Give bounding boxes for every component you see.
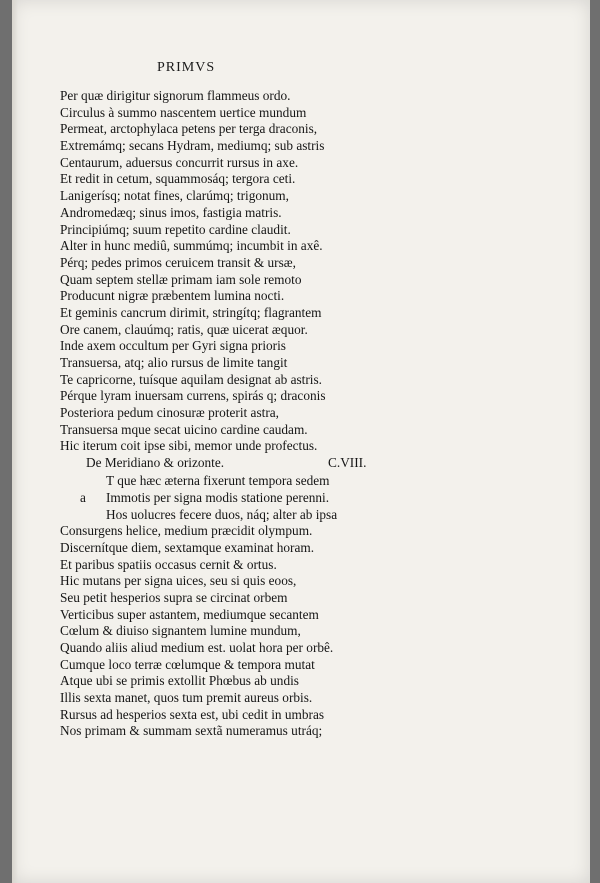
verse-line-indented: T que hæc æterna fixerunt tempora sedem — [106, 473, 330, 489]
verse-line: Illis sexta manet, quos tum premit aureus orbis. — [60, 690, 313, 706]
verse-line: Et paribus spatiis occasus cernit & ortus. — [60, 556, 277, 572]
verse-line: Centaurum, aduersus concurrit rursus in axe. — [60, 154, 299, 170]
margin-letter: a — [80, 489, 86, 505]
chapter-label: C.VIII. — [328, 455, 367, 471]
verse-line: Et redit in cetum, squammosáq; tergora ceti. — [60, 171, 296, 187]
book-page — [12, 0, 590, 883]
verse-line: Rursus ad hesperios sexta est, ubi cedit in umbras — [60, 706, 325, 722]
verse-line: Permeat, arctophylaca petens per terga draconis, — [60, 121, 318, 137]
verse-line: Per quæ dirigitur signorum flammeus ordo. — [60, 88, 291, 103]
verse-line: Circulus à summo nascentem uertice mundum — [60, 104, 307, 120]
verse-line: Atque ubi se primis extollit Phœbus ab undis — [60, 673, 299, 689]
verse-line: Transuersa, atq; alio rursus de limite tangit — [60, 355, 288, 370]
verse-line: Ore canem, clauúmq; ratis, quæ uicerat æquor. — [60, 321, 308, 337]
verse-line: Seu petit hesperios supra se circinat orbem — [60, 589, 288, 605]
verse-line-indented: a Immotis per signa modis statione perenni. — [80, 489, 330, 505]
verse-text — [60, 88, 380, 740]
verse-line: Discernítque diem, sextamque examinat horam. — [60, 539, 315, 555]
verse-line: Lanigerísq; notat fines, clarúmq; trigonum, — [60, 188, 289, 204]
verse-line: Pérque lyram inuersam currens, spirás q; draconis — [60, 388, 326, 404]
verse-line: Hic iterum coit ipse sibi, memor unde profectus. — [60, 438, 318, 454]
verse-line: Cumque loco terræ cœlumque & tempora mutat — [60, 656, 315, 672]
section-heading-row — [60, 455, 380, 473]
verse-line: Verticibus super astantem, mediumque secantem — [60, 606, 319, 622]
verse-line: Posteriora pedum cinosuræ proterit astra, — [60, 405, 279, 421]
verse-line: Cœlum & diuiso signantem lumine mundum, — [60, 623, 301, 639]
verse-line: Pérq; pedes primos ceruicem transit & ursæ, — [60, 254, 296, 270]
verse-line: Transuersa mque secat uicino cardine caudam. — [60, 421, 308, 437]
verse-line: Te capricorne, tuísque aquilam designat ab astris. — [60, 371, 322, 387]
verse-line: Nos primam & summam sextã numeramus utráq; — [60, 723, 323, 739]
running-header: PRIMVS — [157, 60, 216, 75]
section-heading: De Meridiano & orizonte. — [86, 455, 225, 471]
verse-line: Quam septem stellæ primam iam sole remoto — [60, 271, 302, 287]
verse-line: Andromedæq; sinus imos, fastigia matris. — [60, 204, 282, 220]
verse-line: Hic mutans per signa uices, seu si quis eoos, — [60, 573, 297, 589]
verse-line-indented: Hos uolucres fecere duos, náq; alter ab ipsa — [106, 506, 338, 522]
verse-line: Quando aliis aliud medium est. uolat hora per orbê. — [60, 640, 334, 655]
verse-line: Extremámq; secans Hydram, mediumq; sub astris — [60, 138, 325, 154]
verse-line: Inde axem occultum per Gyri signa prioris — [60, 338, 286, 354]
verse-line: Producunt nigræ præbentem lumina nocti. — [60, 288, 285, 304]
verse-line: Alter in hunc mediû, summúmq; incumbit in axê. — [60, 238, 323, 254]
verse-line: Et geminis cancrum dirimit, stringítq; flagrantem — [60, 304, 322, 320]
verse-line: Consurgens helice, medium præcidit olympum. — [60, 523, 313, 539]
verse-line: Principiúmq; suum repetito cardine claudit. — [60, 221, 291, 237]
